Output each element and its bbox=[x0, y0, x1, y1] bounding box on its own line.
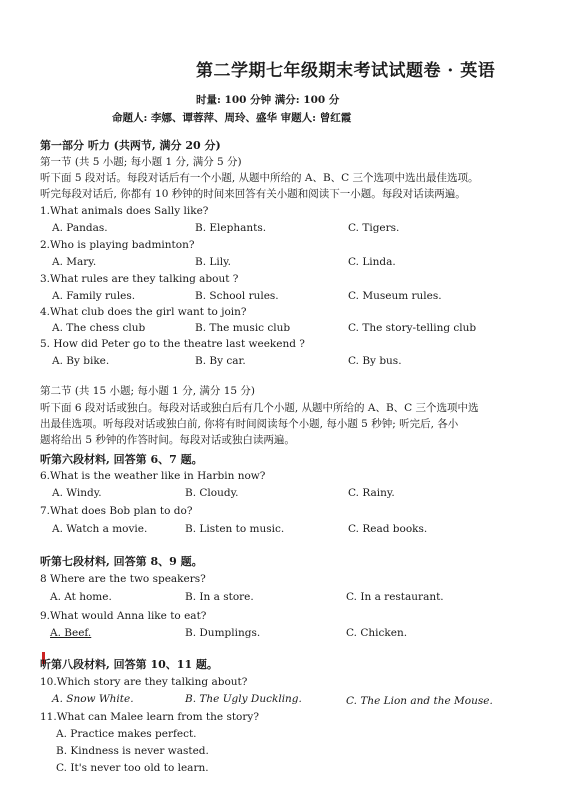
q11-option-c: C. It's never too old to learn. bbox=[56, 762, 209, 774]
q1-option-a: A. Pandas. bbox=[52, 222, 108, 234]
section2-instruction-1: 听下面 6 段对话或独白。每段对话或独白后有几个小题, 从题中所给的 A、B、C 三个选项中选 bbox=[40, 402, 479, 414]
q6-option-a: A. Windy. bbox=[52, 487, 102, 499]
q4-option-a: A. The chess club bbox=[52, 322, 146, 334]
question-2: 2.Who is playing badminton? bbox=[40, 239, 195, 251]
section1-heading: 第一节 (共 5 小题; 每小题 1 分, 满分 5 分) bbox=[40, 156, 242, 168]
q8-option-a: A. At home. bbox=[50, 591, 112, 603]
q7-option-b: B. Listen to music. bbox=[185, 523, 285, 535]
q1-option-b: B. Elephants. bbox=[195, 222, 267, 234]
question-9: 9.What would Anna like to eat? bbox=[40, 610, 207, 622]
q11-option-a: A. Practice makes perfect. bbox=[56, 728, 197, 740]
q8-option-c: C. In a restaurant. bbox=[346, 591, 444, 603]
q2-option-a: A. Mary. bbox=[52, 256, 97, 268]
q7-option-a: A. Watch a movie. bbox=[52, 523, 148, 535]
q6-option-c: C. Rainy. bbox=[348, 487, 395, 499]
question-10: 10.Which story are they talking about? bbox=[40, 676, 248, 688]
q3-option-b: B. School rules. bbox=[195, 290, 279, 302]
question-6: 6.What is the weather like in Harbin now? bbox=[40, 470, 266, 482]
q7-option-c: C. Read books. bbox=[348, 523, 428, 535]
q9-option-c: C. Chicken. bbox=[346, 627, 408, 639]
q8-option-b: B. In a store. bbox=[185, 591, 254, 603]
part1-heading: 第一部分 听力 (共两节, 满分 20 分) bbox=[40, 139, 221, 152]
q10-option-c: C. The Lion and the Mouse. bbox=[346, 695, 493, 707]
q9-option-b: B. Dumplings. bbox=[185, 627, 261, 639]
section2-heading: 第二节 (共 15 小题; 每小题 1 分, 满分 15 分) bbox=[40, 385, 256, 397]
q3-option-c: C. Museum rules. bbox=[348, 290, 442, 302]
q2-option-c: C. Linda. bbox=[348, 256, 396, 268]
group-8-heading: 听第八段材料, 回答第 10、11 题。 bbox=[40, 658, 218, 671]
q5-option-b: B. By car. bbox=[195, 355, 246, 367]
section2-instruction-2: 出最佳选项。听每段对话或独白前, 你将有时间阅读每个小题, 每小题 5 秒钟; 听完后, 各小 bbox=[40, 418, 459, 430]
question-3: 3.What rules are they talking about ? bbox=[40, 273, 239, 285]
q10-option-b: B. The Ugly Duckling. bbox=[185, 693, 302, 705]
time-info: 时量: 100 分钟 满分: 100 分 bbox=[196, 94, 340, 106]
q2-option-b: B. Lily. bbox=[195, 256, 231, 268]
section1-instruction-2: 听完每段对话后, 你都有 10 秒钟的时间来回答有关小题和阅读下一小题。每段对话读两遍。 bbox=[40, 188, 466, 200]
authors-info: 命题人: 李娜、谭蓉萍、周玲、盛华 审题人: 曾红霞 bbox=[112, 112, 352, 124]
q10-option-a: A. Snow White. bbox=[52, 693, 134, 705]
q4-option-b: B. The music club bbox=[195, 322, 291, 334]
q3-option-a: A. Family rules. bbox=[52, 290, 136, 302]
q4-option-c: C. The story-telling club bbox=[348, 322, 477, 334]
group-6-heading: 听第六段材料, 回答第 6、7 题。 bbox=[40, 453, 203, 466]
question-7: 7.What does Bob plan to do? bbox=[40, 505, 193, 517]
section2-instruction-3: 题将给出 5 秒钟的作答时间。每段对话或独白读两遍。 bbox=[40, 434, 295, 446]
question-1: 1.What animals does Sally like? bbox=[40, 205, 209, 217]
q1-option-c: C. Tigers. bbox=[348, 222, 400, 234]
question-11: 11.What can Malee learn from the story? bbox=[40, 711, 259, 723]
q6-option-b: B. Cloudy. bbox=[185, 487, 239, 499]
section1-instruction-1: 听下面 5 段对话。每段对话后有一个小题, 从题中所给的 A、B、C 三个选项中选出最佳选项。 bbox=[40, 172, 479, 184]
q11-option-b: B. Kindness is never wasted. bbox=[56, 745, 209, 757]
q5-option-a: A. By bike. bbox=[52, 355, 110, 367]
exam-title: 第二学期七年级期末考试试题卷 · 英语 bbox=[196, 61, 496, 81]
q9-option-a: A. Beef. bbox=[50, 627, 92, 639]
group-7-heading: 听第七段材料, 回答第 8、9 题。 bbox=[40, 555, 203, 568]
q5-option-c: C. By bus. bbox=[348, 355, 402, 367]
question-4: 4.What club does the girl want to join? bbox=[40, 306, 247, 318]
question-5: 5. How did Peter go to the theatre last weekend ? bbox=[40, 338, 305, 350]
question-8: 8 Where are the two speakers? bbox=[40, 573, 206, 585]
